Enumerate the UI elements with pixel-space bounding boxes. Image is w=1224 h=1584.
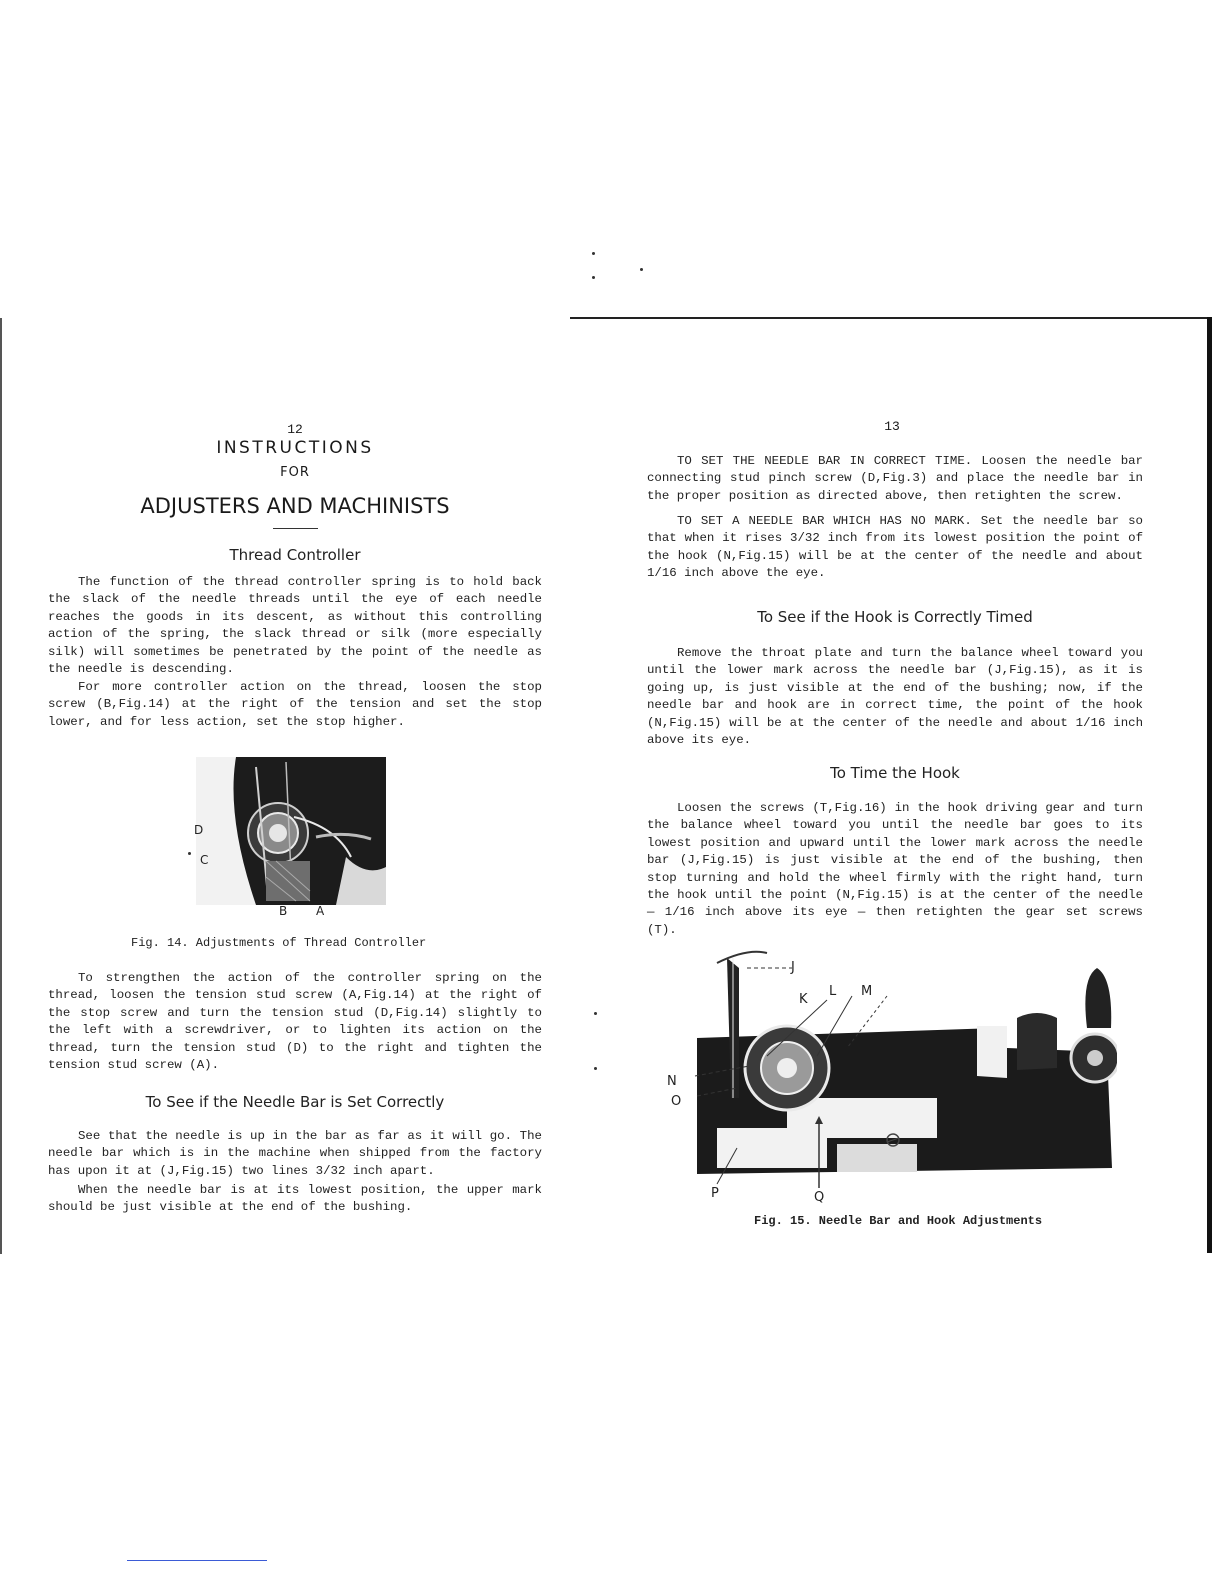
- fig15-label-m: M: [861, 984, 873, 999]
- fig15-caption: Fig. 15. Needle Bar and Hook Adjustments: [754, 1214, 1043, 1228]
- scan-speck: [594, 1067, 597, 1070]
- page-number: 13: [884, 419, 900, 434]
- section-title-needle-bar: To See if the Needle Bar is Set Correctly: [145, 1093, 445, 1111]
- scan-underline: [127, 1560, 267, 1561]
- figure-15: [667, 948, 1117, 1205]
- page-number: 12: [287, 422, 303, 437]
- paragraph-needle-bar-2: When the needle bar is at its lowest position, the upper mark should be just visible at the end of the bushing.: [48, 1183, 542, 1215]
- fig14-label-d: D: [194, 823, 204, 837]
- fig15-label-k: K: [799, 992, 808, 1007]
- scan-speck: [640, 268, 643, 271]
- paragraph-needle-bar-1: See that the needle is up in the bar as far as it will go. The needle bar which is in the machine when shipped from the factory has upon it at (J,Fig.15) two lines 3/32 inch apart.: [48, 1129, 542, 1178]
- fig15-label-q: Q: [814, 1190, 825, 1205]
- title-instructions: INSTRUCTIONS: [216, 438, 374, 458]
- fig15-label-p: P: [711, 1186, 719, 1201]
- scan-speck: [594, 1012, 597, 1015]
- paragraph-time-hook: Loosen the screws (T,Fig.16) in the hook driving gear and turn the balance wheel toward you until the needle bar goes to its lowest position and upward until the lower mark across the needle bar (J,Fig.15) is just visible at the end of the bushing, then stop turning and hold the wheel firmly with the right hand, turn the hook until the point (N,Fig.15) is at the center of the needle — 1/16 inch above its eye — then retighten the gear set screws (T).: [647, 801, 1143, 937]
- section-title-thread-controller: Thread Controller: [229, 546, 361, 564]
- scan-edge-left: [0, 318, 2, 1254]
- section-title-hook-timed: To See if the Hook is Correctly Timed: [757, 608, 1033, 626]
- scan-edge-top: [570, 317, 1211, 319]
- paragraph-hook-timed: Remove the throat plate and turn the balance wheel toward you until the lower mark across the needle bar (J,Fig.15), as it is going up, is just visible at the end of the bushing; now, if the needle bar and hook are in correct time, the point of the hook (N,Fig.15) will be at the center of the needle and about 1/16 inch above its eye.: [647, 646, 1143, 748]
- scan-speck: [592, 252, 595, 255]
- needle-bar-hook-photo-icon: [677, 948, 1117, 1200]
- fig14-label-b: B: [279, 904, 288, 918]
- figure-14: [194, 757, 386, 918]
- fig14-label-c: C: [200, 853, 209, 867]
- scan-speck: [188, 852, 191, 855]
- paragraph-controller-spring: To strengthen the action of the controller spring on the thread, loosen the tension stud screw (A,Fig.14) at the right of the stop screw and turn the tension stud (D,Fig.14) slightly to the left with a screwdriver, or to lighten its action on the thread, turn the tension stud (D) to the right and tighten the tension stud screw (A).: [48, 971, 542, 1073]
- thread-controller-photo-icon: [196, 757, 386, 905]
- title-rule: [273, 528, 318, 529]
- fig15-label-o: O: [671, 1094, 682, 1109]
- page-title: ADJUSTERS AND MACHINISTS: [140, 494, 450, 518]
- scan-speck: [592, 276, 595, 279]
- paragraph-thread-controller-1: The function of the thread controller spring is to hold back the slack of the needle threads until the eye of each needle reaches the goods in its descent, as without this controlling action of the spring, the slack thread or silk (more especially silk) will sometimes be penetrated by the point of the needle as the needle is descending.: [48, 575, 542, 677]
- fig15-label-j: J: [791, 960, 795, 975]
- fig15-label-l: L: [829, 984, 837, 999]
- title-for: FOR: [280, 465, 310, 480]
- fig14-label-a: A: [316, 904, 325, 918]
- paragraph-needle-bar-time: TO SET THE NEEDLE BAR IN CORRECT TIME. Loosen the needle bar connecting stud pinch screw (D,Fig.3) and place the needle bar in the proper position as directed above, then retighten the screw.: [647, 454, 1143, 503]
- paragraph-thread-controller-2: For more controller action on the thread, loosen the stop screw (B,Fig.14) at the right of the tension and set the stop lower, and for less action, set the stop higher.: [48, 680, 542, 729]
- fig15-label-n: N: [667, 1074, 677, 1089]
- paragraph-needle-bar-no-mark: TO SET A NEEDLE BAR WHICH HAS NO MARK. Set the needle bar so that when it rises 3/32 inch from its lowest position the point of the hook (N,Fig.15) will be at the center of the needle and about 1/16 inch above the eye.: [647, 514, 1143, 581]
- section-title-time-hook: To Time the Hook: [830, 764, 960, 782]
- fig14-caption: Fig. 14. Adjustments of Thread Controller: [131, 936, 427, 950]
- scan-edge-right: [1207, 317, 1212, 1253]
